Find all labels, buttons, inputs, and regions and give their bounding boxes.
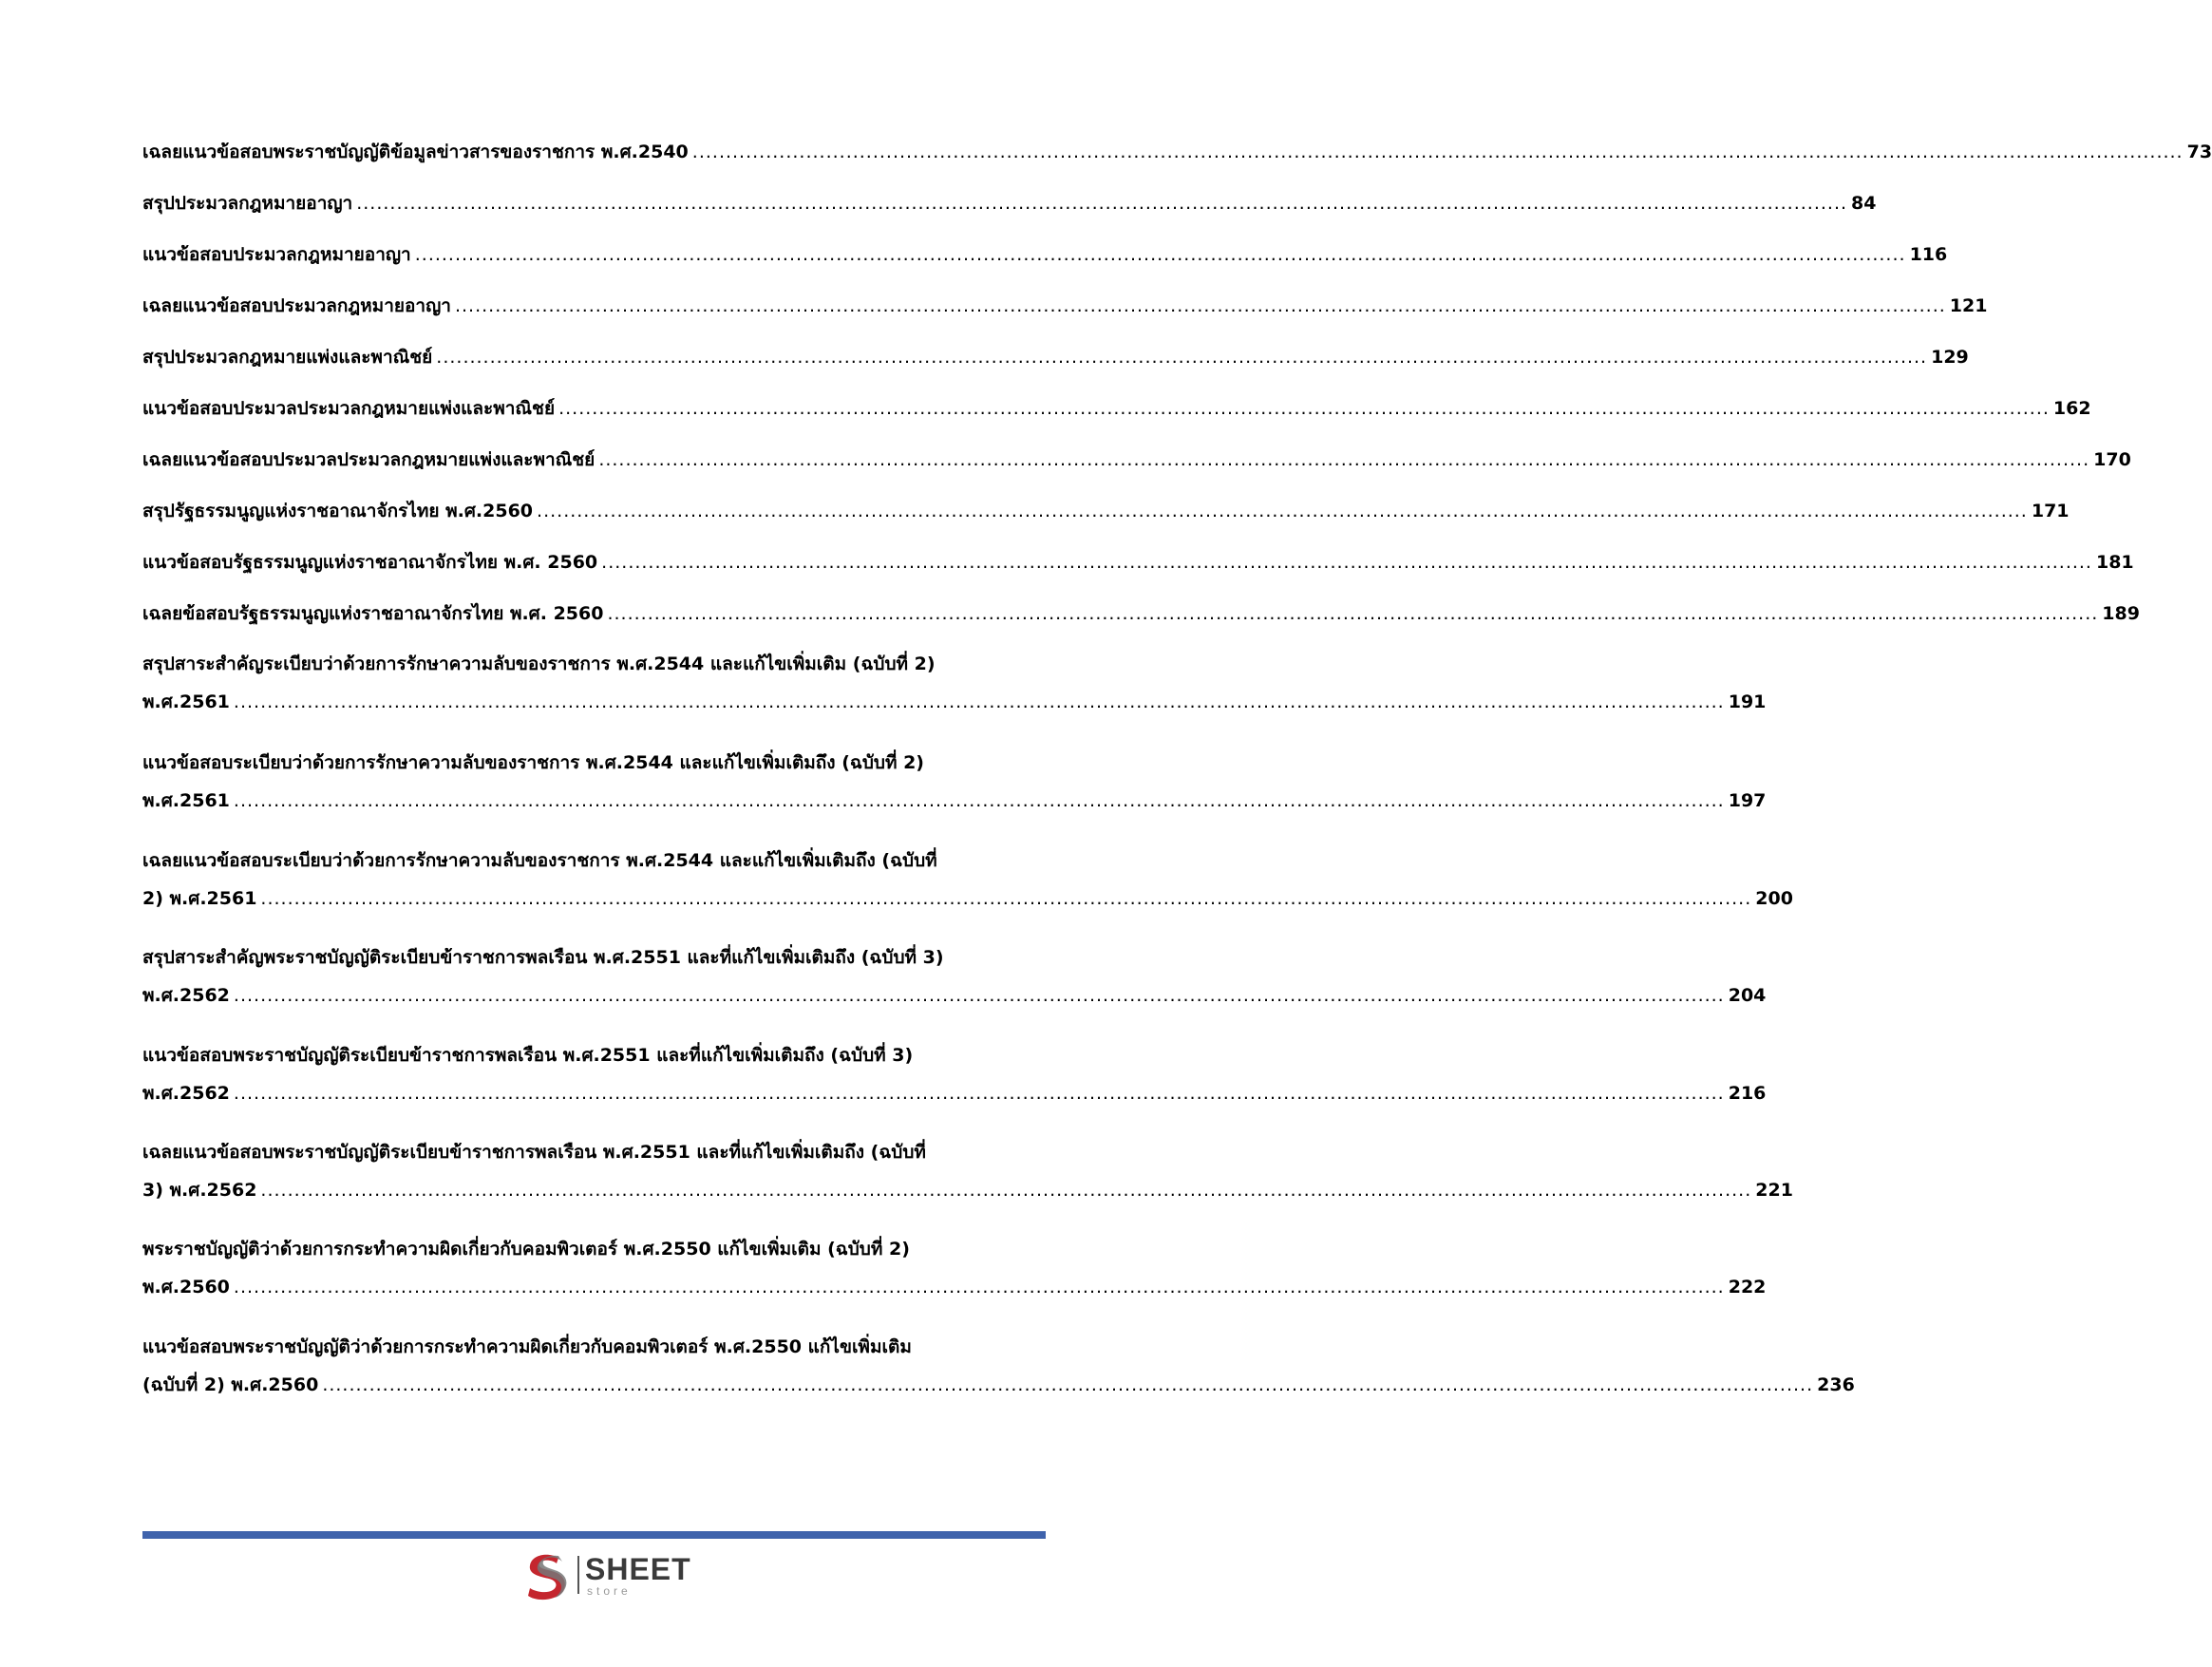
toc-entry-title-line1: เฉลยแนวข้อสอบพระราชบัญญัติระเบียบข้าราชการพลเรือน พ.ศ.2551 และที่แก้ไขเพิ่มเติมถึง (ฉบับที่: [142, 1142, 926, 1163]
toc-leader-row: [142, 191, 1877, 216]
toc-leader-row: [142, 788, 1767, 813]
toc-page-number: 116: [1909, 244, 1948, 265]
toc-leader-row: [142, 1275, 1767, 1299]
toc-dot-leader: ...............................................................................................................................................................................................................................: [537, 501, 2028, 521]
toc-leader-row: [142, 886, 1793, 911]
toc-dot-leader: ...............................................................................................................................................................................................................................: [260, 1180, 1752, 1201]
toc-entry-title-line1: แนวข้อสอบระเบียบว่าด้วยการรักษาความลับของราชการ พ.ศ.2544 และแก้ไขเพิ่มเติมถึง (ฉบับที่ 2): [142, 752, 924, 773]
toc-dot-leader: ...............................................................................................................................................................................................................................: [233, 1277, 1725, 1298]
toc-page-number: 162: [2052, 398, 2091, 419]
toc-dot-leader: ...............................................................................................................................................................................................................................: [601, 552, 2092, 573]
toc-entry-title: แนวข้อสอบประมวลกฎหมายอาญา: [142, 244, 411, 265]
toc-page-number: 171: [2031, 501, 2070, 521]
toc-entry-title: เฉลยแนวข้อสอบพระราชบัญญัติข้อมูลข่าวสารของราชการ พ.ศ.2540: [142, 142, 689, 162]
toc-dot-leader: ...............................................................................................................................................................................................................................: [607, 603, 2099, 624]
toc-dot-leader: ...............................................................................................................................................................................................................................: [436, 347, 1928, 368]
toc-dot-leader: ...............................................................................................................................................................................................................................: [691, 142, 2184, 162]
toc-entry-title: สรุปประมวลกฎหมายอาญา: [142, 193, 353, 214]
toc-leader-row: [142, 983, 1767, 1008]
toc-leader-row: [142, 550, 2134, 575]
toc-leader-row: [142, 345, 1969, 369]
toc-dot-leader: ...............................................................................................................................................................................................................................: [233, 691, 1725, 712]
toc-entry-title-line2: พ.ศ.2561: [142, 691, 230, 712]
toc-leader-row: [142, 1178, 1793, 1203]
footer-divider: [142, 1531, 1046, 1539]
toc-leader-row: [142, 447, 2131, 472]
toc-entry-title-line2: พ.ศ.2561: [142, 790, 230, 811]
toc-page-number: 221: [1755, 1180, 1793, 1201]
toc-page-number: 129: [1931, 347, 1969, 368]
logo-subtitle: store: [587, 1584, 632, 1598]
toc-leader-row: [142, 140, 2212, 164]
toc-entry-title-line2: พ.ศ.2562: [142, 985, 230, 1006]
toc-dot-leader: ...............................................................................................................................................................................................................................: [233, 790, 1725, 811]
toc-page-number: 170: [2093, 449, 2131, 470]
toc-page-number: 181: [2095, 552, 2134, 573]
toc-dot-leader: ...............................................................................................................................................................................................................................: [356, 193, 1848, 214]
toc-page-number: 200: [1755, 888, 1793, 909]
toc-page-number: 216: [1728, 1083, 1767, 1104]
toc-entry-title: แนวข้อสอบรัฐธรรมนูญแห่งราชอาณาจักรไทย พ.ศ. 2560: [142, 552, 598, 573]
toc-entry-title-line2: 3) พ.ศ.2562: [142, 1180, 257, 1201]
toc-dot-leader: ...............................................................................................................................................................................................................................: [233, 1083, 1725, 1104]
logo-wordmark: SHEET: [585, 1552, 691, 1586]
toc-leader-row: [142, 690, 1767, 714]
toc-page-number: 84: [1851, 193, 1877, 214]
toc-entry-title-line1: พระราชบัญญัติว่าด้วยการกระทำความผิดเกี่ยวกับคอมพิวเตอร์ พ.ศ.2550 แก้ไขเพิ่มเติม (ฉบับที่ 2): [142, 1239, 910, 1260]
sheet-store-logo-icon: [520, 1550, 570, 1601]
sheet-store-logo: [520, 1550, 691, 1603]
toc-entry-title-line2: 2) พ.ศ.2561: [142, 888, 257, 909]
toc-dot-leader: ...............................................................................................................................................................................................................................: [233, 985, 1725, 1006]
toc-entry-title-line1: สรุปสาระสำคัญระเบียบว่าด้วยการรักษาความลับของราชการ พ.ศ.2544 และแก้ไขเพิ่มเติม (ฉบับที่ 2): [142, 654, 936, 674]
toc-leader-row: [142, 294, 1988, 318]
toc-dot-leader: ...............................................................................................................................................................................................................................: [414, 244, 1906, 265]
toc-leader-row: [142, 1081, 1767, 1106]
toc-leader-row: [142, 499, 2070, 523]
toc-entry-title: เฉลยแนวข้อสอบประมวลกฎหมายอาญา: [142, 295, 451, 316]
toc-page-number: 197: [1728, 790, 1767, 811]
toc-entry-title-line2: พ.ศ.2560: [142, 1277, 230, 1298]
toc-page-number: 204: [1728, 985, 1767, 1006]
toc-dot-leader: ...............................................................................................................................................................................................................................: [322, 1374, 1814, 1395]
toc-dot-leader: ...............................................................................................................................................................................................................................: [260, 888, 1752, 909]
toc-entry-title: เฉลยข้อสอบรัฐธรรมนูญแห่งราชอาณาจักรไทย พ.ศ. 2560: [142, 603, 604, 624]
toc-page-number: 73: [2186, 142, 2212, 162]
toc-leader-row: [142, 396, 2091, 421]
toc-dot-leader: ...............................................................................................................................................................................................................................: [454, 295, 1946, 316]
toc-page-number: 222: [1728, 1277, 1767, 1298]
toc-entry-title-line1: สรุปสาระสำคัญพระราชบัญญัติระเบียบข้าราชการพลเรือน พ.ศ.2551 และที่แก้ไขเพิ่มเติมถึง (ฉบับที่ 3): [142, 947, 944, 968]
toc-entry-title-line2: พ.ศ.2562: [142, 1083, 230, 1104]
toc-dot-leader: ...............................................................................................................................................................................................................................: [598, 449, 2090, 470]
toc-entry-title-line1: แนวข้อสอบพระราชบัญญัติว่าด้วยการกระทำความผิดเกี่ยวกับคอมพิวเตอร์ พ.ศ.2550 แก้ไขเพิ่มเติม: [142, 1336, 912, 1357]
toc-entry-title: แนวข้อสอบประมวลประมวลกฎหมายแพ่งและพาณิชย์: [142, 398, 556, 419]
toc-leader-row: [142, 601, 2140, 626]
toc-page-number: 191: [1728, 691, 1767, 712]
toc-dot-leader: ...............................................................................................................................................................................................................................: [558, 398, 2050, 419]
toc-entry-title: สรุปประมวลกฎหมายแพ่งและพาณิชย์: [142, 347, 433, 368]
toc-entry-title-line1: เฉลยแนวข้อสอบระเบียบว่าด้วยการรักษาความลับของราชการ พ.ศ.2544 และแก้ไขเพิ่มเติมถึง (ฉบับที่: [142, 850, 937, 871]
toc-entry-title: สรุปรัฐธรรมนูญแห่งราชอาณาจักรไทย พ.ศ.2560: [142, 501, 534, 521]
logo-divider: [577, 1556, 579, 1594]
toc-entry-title-line2: (ฉบับที่ 2) พ.ศ.2560: [142, 1374, 319, 1395]
toc-entry-title-line1: แนวข้อสอบพระราชบัญญัติระเบียบข้าราชการพลเรือน พ.ศ.2551 และที่แก้ไขเพิ่มเติมถึง (ฉบับที่ 3): [142, 1045, 914, 1066]
toc-leader-row: [142, 1373, 1855, 1397]
toc-page-number: 189: [2102, 603, 2140, 624]
toc-entry-title: เฉลยแนวข้อสอบประมวลประมวลกฎหมายแพ่งและพาณิชย์: [142, 449, 596, 470]
toc-page-number: 121: [1949, 295, 1988, 316]
toc-leader-row: [142, 242, 1948, 267]
toc-page-number: 236: [1817, 1374, 1855, 1395]
